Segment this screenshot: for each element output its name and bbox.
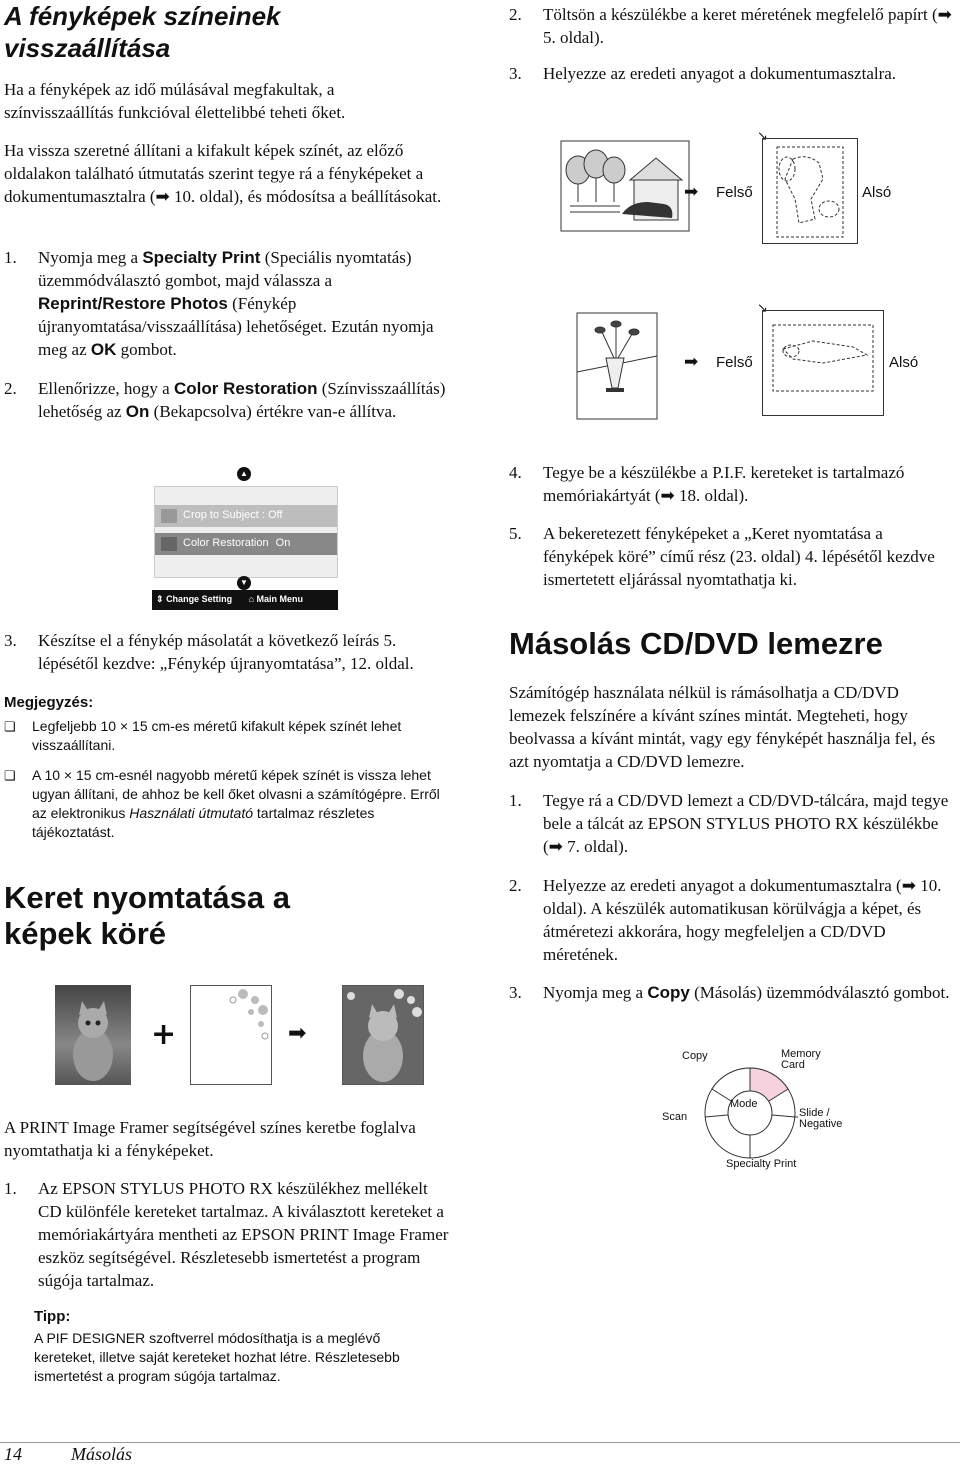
lcd-row-color-restoration: Color Restoration On bbox=[155, 533, 337, 555]
section-title-cd-dvd: Másolás CD/DVD lemezre bbox=[509, 626, 883, 661]
page-ref-arrow-icon: ➡ bbox=[660, 486, 675, 505]
right-step-2: 2. Töltsön a készülékbe a keret méretének megfelelő papírt (➡ 5. oldal). bbox=[509, 5, 952, 47]
label-bottom: Alsó bbox=[889, 354, 919, 371]
note-item: ❏ Legfeljebb 10 × 15 cm-es méretű kifakult képek színét lehet visszaállítani. bbox=[4, 718, 402, 753]
page-ref-arrow-icon: ➡ bbox=[901, 876, 916, 895]
page-number: 14 bbox=[4, 1444, 22, 1464]
scroll-up-icon: ▲ bbox=[237, 467, 251, 481]
dial-label-copy: Copy bbox=[682, 1050, 708, 1062]
page-ref-arrow-icon: ➡ bbox=[937, 5, 952, 24]
intro-paragraph: Ha a fényképek az idő múlásával megfakultak, a színvisszaállítás funkcióval élettelibbé teheti őket. bbox=[4, 80, 346, 122]
scanner-glass-outline bbox=[762, 310, 884, 416]
scanner-glass-outline bbox=[762, 138, 858, 244]
framed-cat-photo bbox=[342, 985, 424, 1085]
cat-photo bbox=[55, 985, 131, 1085]
cd-step-2: 2. Helyezze az eredeti anyagot a dokumentumasztalra (➡ 10. oldal). A készülék automatikusan körülvágja a képet, és átméretezi akkorára, hogy megfeleljen a CD/DVD méretének. bbox=[509, 876, 942, 964]
step-3: 3. Készítse el a fénykép másolatát a következő leírás 5. lépésétől kezdve: „Fénykép újranyomtatása”, 12. oldal. bbox=[4, 631, 414, 673]
lcd-row-crop: Crop to Subject : Off bbox=[155, 505, 337, 527]
label-top: Felső bbox=[716, 184, 753, 201]
scroll-down-icon: ▼ bbox=[237, 576, 251, 590]
corner-arrow-icon: ↘ bbox=[757, 300, 768, 315]
section-title-color-restore: A fényképek színeinek visszaállítása bbox=[4, 1, 281, 63]
home-icon: ⌂ bbox=[248, 594, 255, 604]
result-arrow-icon: ➡ bbox=[288, 1020, 307, 1045]
cd-intro: Számítógép használata nélkül is rámásolhatja a CD/DVD lemezek felszínére a kívánt színes mintát. Megteheti, hogy beolvassa a kívánt mintát, vagy egy fényképét használja fel, és azt nyomtatja a CD/DVD lemezre. bbox=[509, 683, 936, 771]
plus-icon: + bbox=[151, 1017, 177, 1052]
right-step-4: 4. Tegye be a készülékbe a P.I.F. kereteket is tartalmazó memóriakártyát (➡ 18. oldal). bbox=[509, 463, 905, 505]
step-1: 1. Nyomja meg a Specialty Print (Speciális nyomtatás) üzemmódválasztó gombot, majd válassza a Reprint/Restore Photos (Fénykép újranyomtatása/visszaállítása) lehetőséget. Ezután nyomja meg az OK gombot. bbox=[4, 248, 434, 359]
cd-step-3: 3. Nyomja meg a Copy (Másolás) üzemmódválasztó gombot. bbox=[509, 983, 950, 1002]
page-ref-arrow-icon: ➡ bbox=[548, 837, 563, 856]
change-setting-icon: ⇕ bbox=[156, 594, 164, 604]
dial-label-slide-negative: Slide / Negative bbox=[799, 1107, 843, 1130]
direction-arrow-icon: ➡ bbox=[684, 352, 699, 371]
tip-title: Tipp: bbox=[34, 1308, 71, 1325]
label-top: Felső bbox=[716, 354, 753, 371]
footer-section-name: Másolás bbox=[71, 1444, 133, 1464]
right-step-5: 5. A bekeretezett fényképeket a „Keret nyomtatása a fényképek köré” című rész (23. oldal) 4. lépésétől kezdve ismertetett eljárással nyomtathatja ki. bbox=[509, 524, 935, 589]
lcd-menu bbox=[154, 486, 338, 578]
photo-vase-illustration bbox=[576, 312, 658, 420]
dial-label-memory-card: Memory Card bbox=[781, 1048, 821, 1071]
footer-rule bbox=[0, 1442, 960, 1443]
frame-intro: A PRINT Image Framer segítségével színes keretbe foglalva nyomtathatja ki a fényképeket. bbox=[4, 1118, 416, 1160]
direction-arrow-icon: ➡ bbox=[684, 182, 699, 201]
frame-step-1: 1. Az EPSON STYLUS PHOTO RX készülékhez mellékelt CD különféle kereteket tartalmaz. A kiválasztott kereteket a memóriakártyára mentheti az EPSON PRINT Image Framer eszköz segítségével. Részletesebb ismertetést a program súgója tartalmaz. bbox=[4, 1179, 449, 1290]
dial-label-mode: Mode bbox=[730, 1098, 758, 1110]
photo-house-illustration bbox=[560, 140, 690, 232]
page-ref-arrow-icon: ➡ bbox=[155, 187, 170, 206]
note-item: ❏ A 10 × 15 cm-esnél nagyobb méretű képek színét is vissza lehet ugyan állítani, de ahhoz be kell őket olvasni a számítógépre. Erről az elektronikus Használati útmutató tartalmaz részletes tájékoztatást. bbox=[4, 767, 440, 840]
note-list bbox=[4, 717, 450, 853]
lcd-screen-illustration bbox=[150, 462, 340, 612]
step-2: 2. Ellenőrizze, hogy a Color Restoration (Színvisszaállítás) lehetőség az On (Bekapcsolva) értékre van-e állítva. bbox=[4, 379, 446, 421]
cd-step-1: 1. Tegye rá a CD/DVD lemezt a CD/DVD-tálcára, majd tegye bele a tálcát az EPSON STYLUS PHOTO RX készülékbe (➡ 7. oldal). bbox=[509, 791, 949, 856]
instructions-paragraph: Ha vissza szeretné állítani a kifakult képek színét, az előző oldalakon található útmutatás szerint tegye rá a fényképeket a dokumentumasztalra (➡ 10. oldal), és módosítsa a beállításokat. bbox=[4, 141, 442, 206]
dial-label-specialty-print: Specialty Print bbox=[726, 1158, 797, 1170]
frame-composition-illustration bbox=[55, 985, 455, 1085]
dial-label-scan: Scan bbox=[662, 1111, 688, 1123]
mode-dial-illustration bbox=[650, 1045, 860, 1175]
note-title: Megjegyzés: bbox=[4, 694, 94, 711]
tip-text: A PIF DESIGNER szoftverrel módosíthatja is a meglévő kereteket, illetve saját kereteket hozhat létre. Részletesebb ismertetést a program súgója tartalmaz. bbox=[34, 1330, 400, 1384]
right-step-3: 3. Helyezze az eredeti anyagot a dokumentumasztalra. bbox=[509, 64, 897, 83]
frame-template bbox=[190, 985, 272, 1085]
corner-arrow-icon: ↘ bbox=[757, 128, 768, 143]
label-bottom: Alsó bbox=[862, 184, 892, 201]
checkbox-bullet-icon: ❏ bbox=[4, 768, 16, 783]
checkbox-bullet-icon: ❏ bbox=[4, 719, 16, 734]
crop-icon bbox=[161, 509, 177, 523]
palette-icon bbox=[161, 537, 177, 551]
lcd-bottom-bar: ⇕ Change Setting ⌂ Main Menu bbox=[152, 590, 338, 610]
section-title-frame-print: Keret nyomtatása a képek köré bbox=[4, 880, 291, 951]
